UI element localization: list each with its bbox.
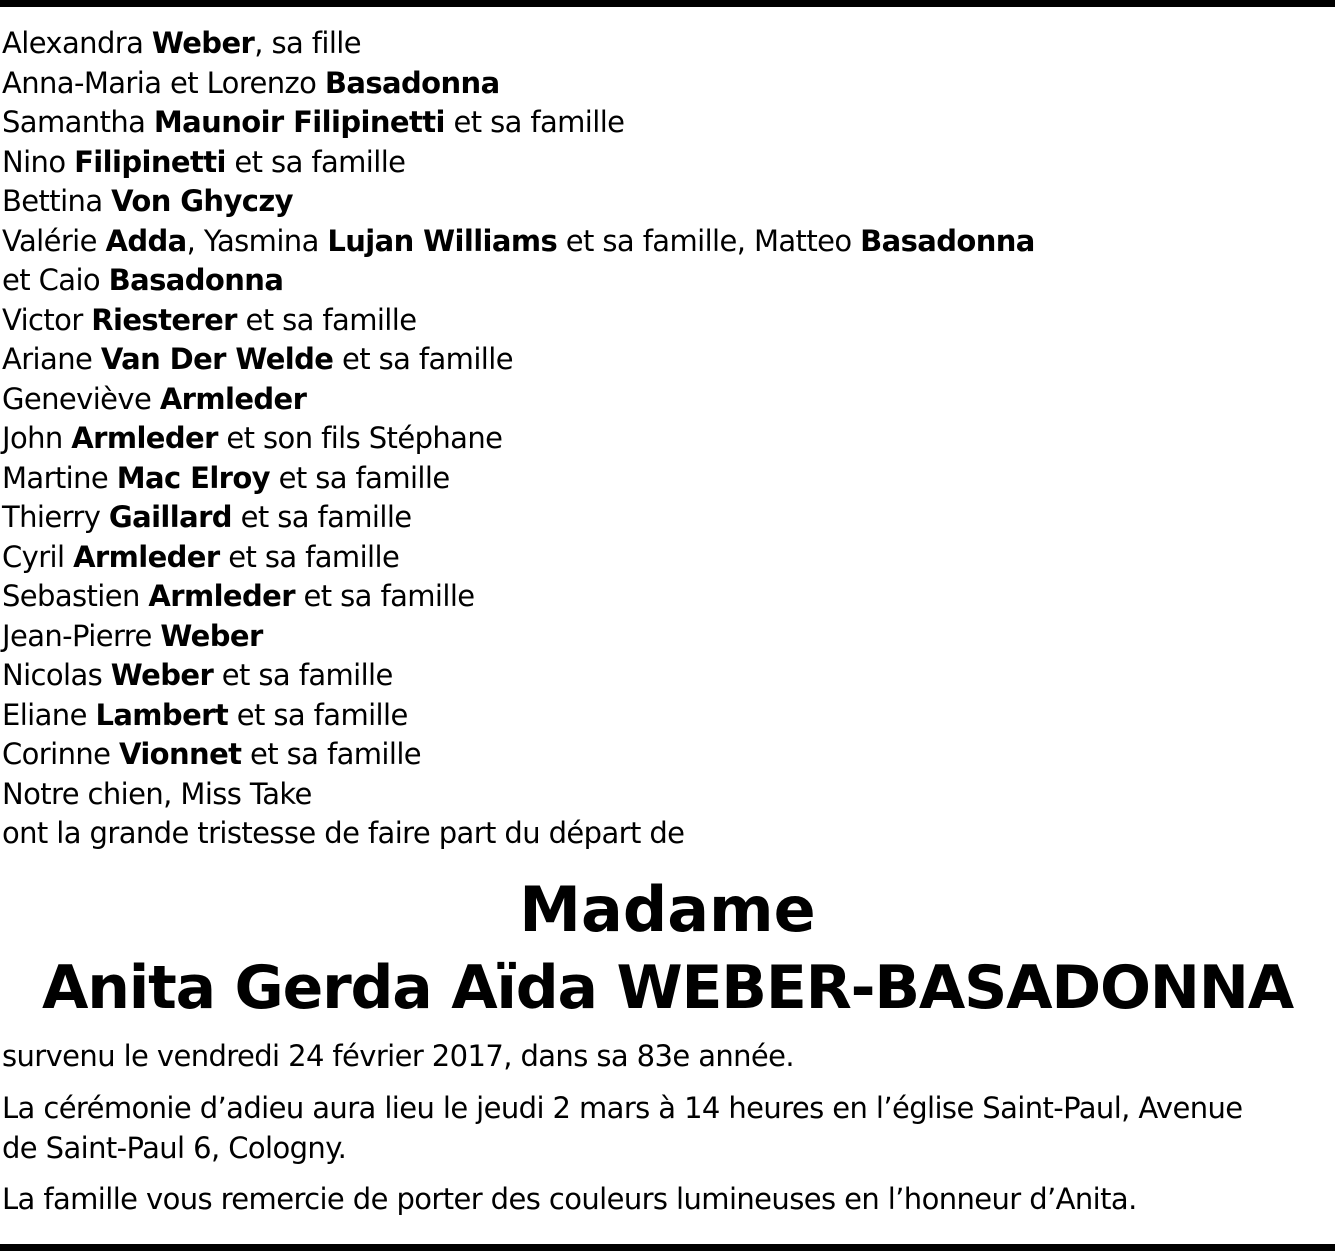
mourner-text: Jean-Pierre: [2, 618, 161, 653]
mourner-surname: Basadonna: [108, 263, 284, 297]
mourner-line: [2, 577, 1332, 617]
mourner-text: et sa famille: [213, 658, 393, 692]
mourner-text: Geneviève: [2, 381, 160, 416]
mourner-line: [2, 301, 1332, 341]
mourners-list: [2, 24, 1332, 854]
mourner-text: ont la grande tristesse de faire part du départ de: [2, 816, 685, 850]
mourner-surname: Lambert: [95, 697, 229, 732]
mourner-text: John: [2, 421, 72, 455]
mourner-text: Victor: [2, 302, 92, 337]
top-rule: [0, 0, 1335, 7]
mourner-text: , Yasmina: [186, 223, 328, 258]
mourner-line: [2, 103, 1332, 143]
mourner-line: [2, 814, 1332, 854]
mourner-text: Nicolas: [2, 658, 111, 692]
mourner-line: [2, 459, 1332, 499]
mourner-line: [2, 182, 1332, 222]
mourner-line: [2, 735, 1332, 775]
mourner-text: et sa famille: [236, 302, 417, 337]
mourner-line: [2, 617, 1332, 657]
mourner-surname: Gaillard: [108, 500, 232, 534]
mourner-surname: Vionnet: [119, 737, 242, 771]
mourner-surname: Weber: [160, 618, 263, 653]
mourner-line: [2, 340, 1332, 380]
mourner-line: [2, 419, 1332, 459]
mourner-text: , sa fille: [254, 26, 361, 60]
mourner-line: [2, 143, 1332, 183]
mourner-surname: Basadonna: [860, 223, 1035, 258]
mourner-line: [2, 24, 1332, 64]
mourner-line: [2, 538, 1332, 578]
mourner-text: Alexandra: [2, 26, 152, 60]
mourner-surname: Weber: [110, 658, 214, 692]
mourner-surname: Adda: [105, 223, 187, 258]
mourner-text: Eliane: [2, 697, 96, 732]
mourner-text: et sa famille: [228, 697, 408, 732]
mourner-surname: Basadonna: [324, 65, 500, 100]
mourner-surname: Riesterer: [91, 302, 237, 337]
mourner-surname: Von Ghyczy: [111, 184, 293, 218]
passing-notice: survenu le vendredi 24 février 2017, dans sa 83e année.: [2, 1039, 795, 1073]
mourner-surname: Weber: [151, 26, 255, 60]
mourner-text: et sa famille: [270, 460, 450, 495]
mourner-text: et sa famille, Matteo: [557, 223, 861, 258]
mourner-text: Martine: [2, 460, 117, 495]
mourner-line: [2, 261, 1332, 301]
mourner-text: et sa famille: [219, 539, 400, 574]
mourner-text: Anna-Maria et Lorenzo: [2, 65, 325, 100]
mourner-text: Thierry: [2, 500, 109, 534]
mourner-text: Nino: [2, 144, 75, 179]
mourner-text: Sebastien: [2, 579, 149, 613]
mourner-text: Cyril: [2, 539, 74, 574]
mourner-surname: Lujan Williams: [327, 223, 558, 258]
mourner-line: [2, 656, 1332, 696]
mourner-surname: Armleder: [73, 539, 220, 574]
bottom-rule: [0, 1244, 1335, 1251]
mourner-text: et sa famille: [444, 105, 625, 139]
deceased-honorific: Madame: [519, 873, 816, 946]
mourner-text: Corinne: [2, 737, 119, 771]
mourner-text: Notre chien, Miss Take: [2, 776, 312, 811]
mourner-surname: Armleder: [71, 421, 218, 455]
mourner-surname: Maunoir Filipinetti: [153, 105, 445, 139]
mourner-text: et sa famille: [225, 144, 406, 179]
mourner-surname: Mac Elroy: [116, 460, 270, 495]
mourner-text: et sa famille: [231, 500, 412, 534]
mourner-line: [2, 498, 1332, 538]
mourner-line: [2, 222, 1332, 262]
mourner-line: [2, 64, 1332, 104]
closing-notice: La famille vous remercie de porter des couleurs lumineuses en l’honneur d’Anita.: [2, 1182, 1137, 1216]
mourner-text: et Caio: [2, 263, 109, 297]
mourner-surname: Armleder: [159, 381, 307, 416]
mourner-line: [2, 696, 1332, 736]
mourner-surname: Armleder: [148, 579, 295, 613]
mourner-text: et son fils Stéphane: [217, 421, 503, 455]
mourner-text: et sa famille: [294, 579, 475, 613]
mourner-line: [2, 380, 1332, 420]
mourner-text: Bettina: [2, 184, 112, 218]
deceased-name: Anita Gerda Aïda WEBER-BASADONNA: [41, 953, 1294, 1023]
mourner-surname: Van Der Welde: [100, 342, 334, 376]
mourner-text: Samantha: [2, 105, 154, 139]
ceremony-line: La cérémonie d’adieu aura lieu le jeudi 2 mars à 14 heures en l’église Saint-Paul, Avenue: [2, 1091, 1243, 1125]
mourner-text: et sa famille: [241, 737, 422, 771]
mourner-text: Valérie: [2, 223, 106, 258]
mourner-line: [2, 775, 1332, 815]
ceremony-line: de Saint-Paul 6, Cologny.: [2, 1130, 347, 1165]
ceremony-notice: [2, 1089, 1332, 1168]
mourner-text: et sa famille: [333, 342, 513, 376]
mourner-surname: Filipinetti: [74, 144, 226, 179]
mourner-text: Ariane: [2, 342, 101, 376]
